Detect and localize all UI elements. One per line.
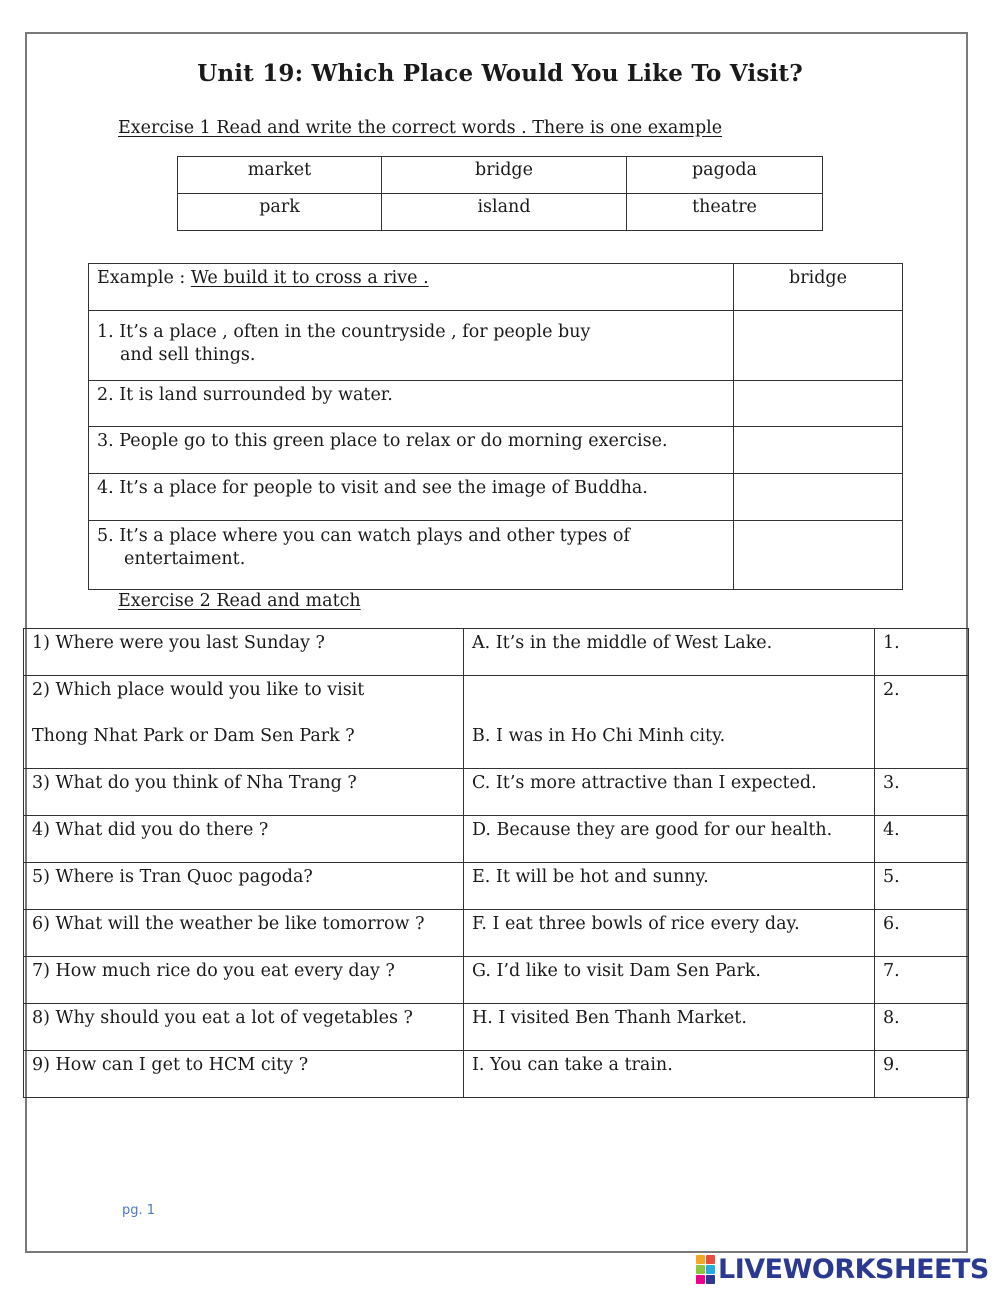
match-number-input[interactable]: 2. [875, 676, 969, 769]
answer-input-cell[interactable] [734, 381, 903, 427]
page-title: Unit 19: Which Place Would You Like To Visit? [197, 60, 803, 87]
match-answer-line2: B. I was in Ho Chi Minh city. [472, 726, 726, 746]
match-question-line1: 2) Which place would you like to visit [32, 680, 365, 700]
question-row [89, 427, 903, 474]
match-row [24, 863, 969, 910]
match-number-input[interactable]: 7. [875, 957, 969, 1004]
question-cell [89, 311, 734, 381]
match-question: 4) What did you do there ? [24, 816, 464, 863]
word-bank-cell: park [178, 194, 382, 231]
question-row [89, 311, 903, 381]
word-bank-cell: market [178, 157, 382, 194]
question-cell [89, 474, 734, 521]
match-answer-line1 [472, 679, 866, 702]
match-question: 3) What do you think of Nha Trang ? [24, 769, 464, 816]
logo-block [706, 1265, 715, 1274]
match-number-input[interactable]: 8. [875, 1004, 969, 1051]
match-answer: C. It’s more attractive than I expected. [464, 769, 875, 816]
question-row [89, 381, 903, 427]
exercise2-heading: Exercise 2 Read and match [118, 591, 361, 611]
match-number-input[interactable]: 6. [875, 910, 969, 957]
question-row [89, 474, 903, 521]
match-row [24, 910, 969, 957]
question-text-line2: and sell things. [120, 345, 256, 365]
question-text: 3. People go to this green place to relax or do morning exercise. [97, 431, 668, 451]
match-answer: D. Because they are good for our health. [464, 816, 875, 863]
match-row [24, 957, 969, 1004]
question-text: 5. It’s a place where you can watch plays and other types of [97, 526, 630, 546]
word-bank-row [178, 194, 823, 231]
logo-block [706, 1255, 715, 1264]
word-bank-cell: bridge [382, 157, 627, 194]
match-question-line2: Thong Nhat Park or Dam Sen Park ? [32, 726, 355, 746]
match-number-input[interactable]: 9. [875, 1051, 969, 1098]
question-row [89, 521, 903, 590]
match-answer: A. It’s in the middle of West Lake. [464, 629, 875, 676]
question-text: 4. It’s a place for people to visit and see the image of Buddha. [97, 478, 648, 498]
example-text: We build it to cross a rive . [190, 268, 429, 288]
match-row [24, 769, 969, 816]
match-answer: G. I’d like to visit Dam Sen Park. [464, 957, 875, 1004]
match-question: 8) Why should you eat a lot of vegetables ? [24, 1004, 464, 1051]
match-answer: F. I eat three bowls of rice every day. [464, 910, 875, 957]
match-question [24, 676, 464, 769]
answer-input-cell[interactable] [734, 427, 903, 474]
match-row [24, 1004, 969, 1051]
word-bank-cell: theatre [627, 194, 823, 231]
question-cell [89, 381, 734, 427]
exercise1-table [88, 263, 903, 590]
match-answer [464, 676, 875, 769]
logo-block [696, 1255, 705, 1264]
liveworksheets-logo[interactable] [696, 1252, 989, 1286]
logo-blocks-icon [696, 1255, 715, 1284]
match-question: 9) How can I get to HCM city ? [24, 1051, 464, 1098]
word-bank-row [178, 157, 823, 194]
example-label: Example : [97, 268, 191, 288]
logo-block [696, 1275, 705, 1284]
match-number-input[interactable]: 4. [875, 816, 969, 863]
exercise2-table [23, 628, 969, 1098]
match-question: 6) What will the weather be like tomorrow ? [24, 910, 464, 957]
match-answer: H. I visited Ben Thanh Market. [464, 1004, 875, 1051]
match-row [24, 1051, 969, 1098]
word-bank-cell: island [382, 194, 627, 231]
question-cell [89, 521, 734, 590]
answer-input-cell[interactable] [734, 521, 903, 590]
question-cell [89, 427, 734, 474]
logo-block [706, 1275, 715, 1284]
match-row [24, 816, 969, 863]
question-text-line2: entertaiment. [124, 549, 246, 569]
exercise1-heading: Exercise 1 Read and write the correct words . There is one example [118, 118, 723, 138]
example-cell [89, 264, 734, 311]
answer-input-cell[interactable] [734, 311, 903, 381]
match-number-input[interactable]: 5. [875, 863, 969, 910]
logo-text: LIVEWORKSHEETS [718, 1253, 989, 1285]
word-bank-table [177, 156, 823, 231]
question-text: 2. It is land surrounded by water. [97, 385, 393, 405]
match-answer: E. It will be hot and sunny. [464, 863, 875, 910]
match-number-input[interactable]: 1. [875, 629, 969, 676]
example-answer: bridge [734, 264, 903, 311]
match-number-input[interactable]: 3. [875, 769, 969, 816]
match-answer: I. You can take a train. [464, 1051, 875, 1098]
match-question: 7) How much rice do you eat every day ? [24, 957, 464, 1004]
logo-block [696, 1265, 705, 1274]
answer-input-cell[interactable] [734, 474, 903, 521]
question-text: 1. It’s a place , often in the countryside , for people buy [97, 322, 591, 342]
example-row [89, 264, 903, 311]
page-number: pg. 1 [122, 1203, 156, 1218]
match-question: 1) Where were you last Sunday ? [24, 629, 464, 676]
match-question: 5) Where is Tran Quoc pagoda? [24, 863, 464, 910]
match-row [24, 629, 969, 676]
word-bank-cell: pagoda [627, 157, 823, 194]
match-row [24, 676, 969, 769]
